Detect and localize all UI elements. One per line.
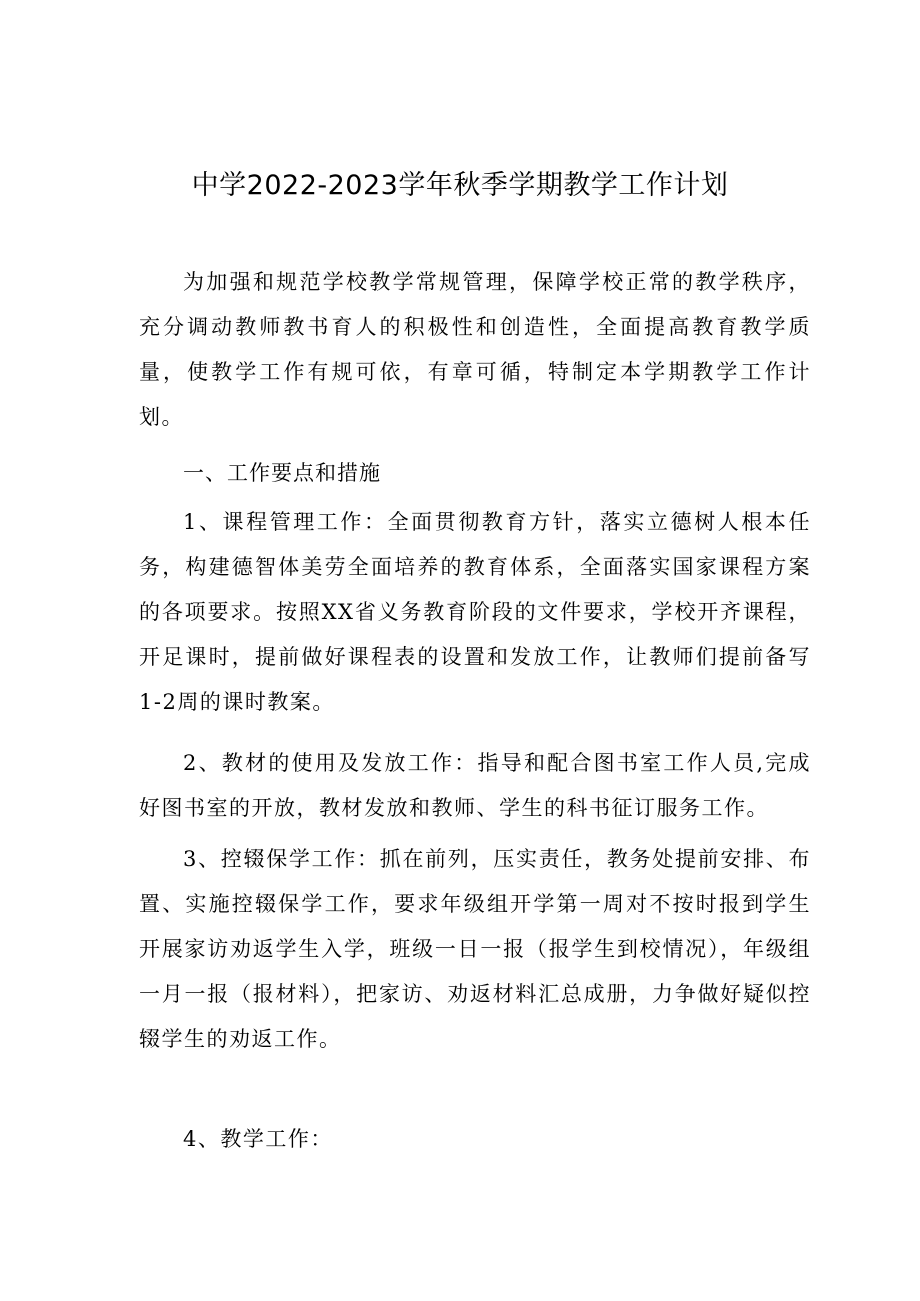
item-teaching-work: 4、教学工作： bbox=[183, 1127, 333, 1151]
intro-paragraph: 为加强和规范学校教学常规管理，保障学校正常的教学秩序，充分调动教师教书育人的积极性和创造性，全面提高教育教学质量，使教学工作有规可依，有章可循，特制定本学期教学工作计划。 bbox=[139, 270, 811, 429]
section-heading: 一、工作要点和措施 bbox=[183, 461, 381, 485]
document-title: 中学2022-2023学年秋季学期教学工作计划 bbox=[191, 170, 729, 201]
item-dropout-control: 3、控辍保学工作：抓在前列，压实责任，教务处提前安排、布置、实施控辍保学工作，要求年级组开学第一周对不按时报到学生开展家访劝返学生入学，班级一日一报（报学生到校情况），年级组一月一报（报材料），把家访、劝返材料汇总成册，力争做好疑似控辍学生的劝返工作。 bbox=[139, 847, 811, 1051]
item-textbook-distribution: 2、教材的使用及发放工作：指导和配合图书室工作人员,完成好图书室的开放，教材发放和教师、学生的科书征订服务工作。 bbox=[139, 751, 811, 820]
item-course-management: 1、课程管理工作：全面贯彻教育方针，落实立德树人根本任务，构建德智体美劳全面培养的教育体系，全面落实国家课程方案的各项要求。按照XX省义务教育阶段的文件要求，学校开齐课程，开足课时，提前做好课程表的设置和发放工作，让教师们提前备写1-2周的课时教案。 bbox=[139, 510, 811, 714]
